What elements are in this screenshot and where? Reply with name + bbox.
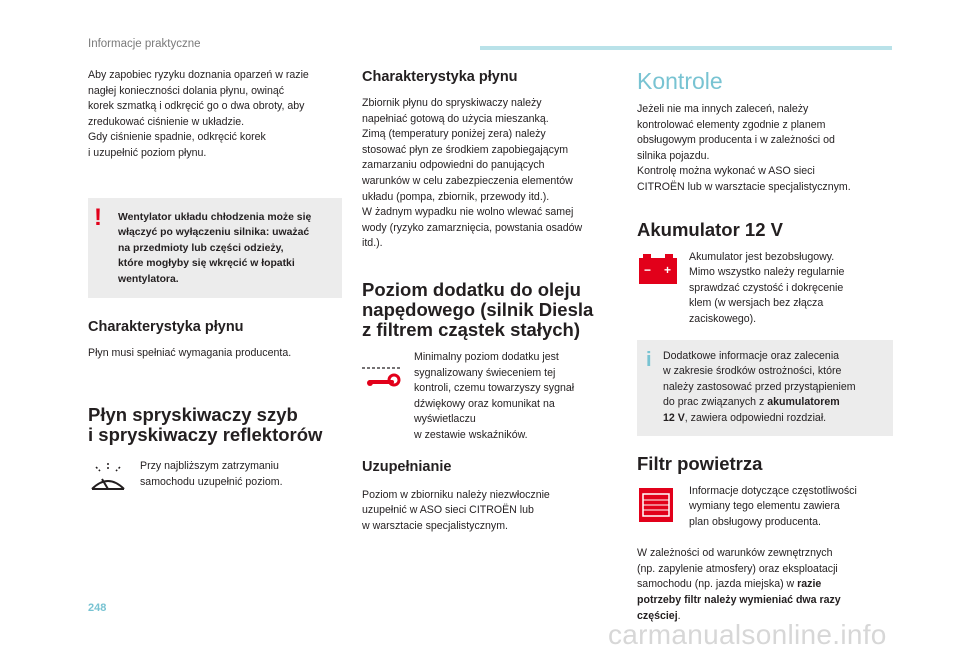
running-header: Informacje praktyczne bbox=[88, 38, 201, 50]
battery-info-box: i Dodatkowe informacje oraz zalecenia w zakresie środków ostrożności, które należy zastosować przed przystąpieniem do prac związanych z akumulatorem 12 V, zawiera odpowiedni rozdział. bbox=[637, 340, 893, 436]
refill-text: Poziom w zbiorniku należy niezwłocznie uzupełnić w ASO sieci CITROËN lub w warsztacie specjalistycznym. bbox=[362, 488, 550, 532]
svg-text:−: − bbox=[644, 262, 652, 277]
column-3 bbox=[637, 68, 893, 624]
battery-heading: Akumulator 12 V bbox=[637, 218, 783, 240]
washer-heading: Płyn spryskiwaczy szyb i spryskiwaczy reflektorów bbox=[88, 404, 323, 446]
kontrole-heading: Kontrole bbox=[637, 68, 723, 94]
refill-heading: Uzupełnianie bbox=[362, 458, 452, 475]
battery-row bbox=[637, 250, 893, 328]
service-wrench-icon bbox=[362, 350, 414, 396]
header-accent-bar bbox=[480, 46, 892, 50]
warning-box: ! Wentylator układu chłodzenia może się włączyć po wyłączeniu silnika: uważać na przedmioty lub części odzieży, które mogłyby się wkręcić w łopatki wentylatora. bbox=[88, 198, 342, 298]
filter-row bbox=[637, 484, 893, 531]
battery-icon bbox=[637, 250, 689, 292]
filter-heading: Filtr powietrza bbox=[637, 452, 763, 474]
windscreen-washer-icon bbox=[88, 459, 140, 505]
filter-text: Informacje dotyczące częstotliwości wymiany tego elementu zawiera plan obsługowy producenta. bbox=[689, 484, 857, 528]
fluid-heading: Charakterystyka płynu bbox=[88, 318, 244, 335]
battery-text: Akumulator jest bezobsługowy. Mimo wszystko należy regularnie sprawdzać czystość i dokręcenie klem (w wersjach bez złącza zaciskowego). bbox=[689, 250, 845, 325]
washer-text: Przy najbliższym zatrzymaniu samochodu uzupełnić poziom. bbox=[140, 460, 283, 488]
washer-fluid-text: Zbiornik płynu do spryskiwaczy należy napełniać gotową do użycia mieszanką. Zimą (temperatury poniżej zera) należy stosować płyn ze środkiem zapobiegającym zamarzaniu odpowiedni do panujących warunków w celu zabezpieczenia elementów układu (pompa, zbiornik, przewody itd.). W żadnym wypadku nie wolno wlewać samej wody (ryzyko zamarznięcia, powstania osadów itd.). bbox=[362, 97, 583, 250]
column-2 bbox=[362, 68, 616, 534]
air-filter-icon bbox=[637, 484, 689, 530]
fluid-text: Płyn musi spełniać wymagania producenta. bbox=[88, 346, 292, 359]
page-number: 248 bbox=[88, 602, 107, 614]
additive-row bbox=[362, 350, 616, 444]
info-icon: i bbox=[646, 348, 652, 371]
watermark: carmanualsonline.info bbox=[608, 619, 887, 650]
intro-paragraph: Aby zapobiec ryzyku doznania oparzeń w razie nagłej konieczności dolania płynu, owinąć korek szmatką i odkręcić go o dwa obroty, aby zredukować ciśnienie w układzie. Gdy ciśnienie spadnie, odkręcić korek i uzupełnić poziom płynu. bbox=[88, 69, 309, 159]
additive-heading: Poziom dodatku do oleju napędowego (silnik Diesla z filtrem cząstek stałych) bbox=[362, 278, 594, 340]
additive-text: Minimalny poziom dodatku jest sygnalizowany świeceniem tej kontroli, czemu towarzyszy sygnał dźwiękowy oraz komunikat na wyświetlaczu w zestawie wskaźników. bbox=[414, 350, 575, 441]
kontrole-text: Jeżeli nie ma innych zaleceń, należy kontrolować elementy zgodnie z planem obsługowym producenta i w zależności od silnika pojazdu. Kontrolę można wykonać w ASO sieci CITROËN lub w warsztacie specjalistycznym. bbox=[637, 103, 851, 193]
washer-fluid-heading: Charakterystyka płynu bbox=[362, 69, 518, 85]
warning-exclamation-icon: ! bbox=[94, 203, 102, 231]
filter-note: W zależności od warunków zewnętrznych (np. zapylenie atmosfery) oraz eksploatacji samochodu (np. jazda miejska) w razie potrzeby filtr należy wymieniać dwa razy częściej. bbox=[637, 547, 841, 622]
washer-row bbox=[88, 459, 342, 505]
svg-text:+: + bbox=[664, 262, 672, 277]
column-1 bbox=[88, 68, 342, 505]
